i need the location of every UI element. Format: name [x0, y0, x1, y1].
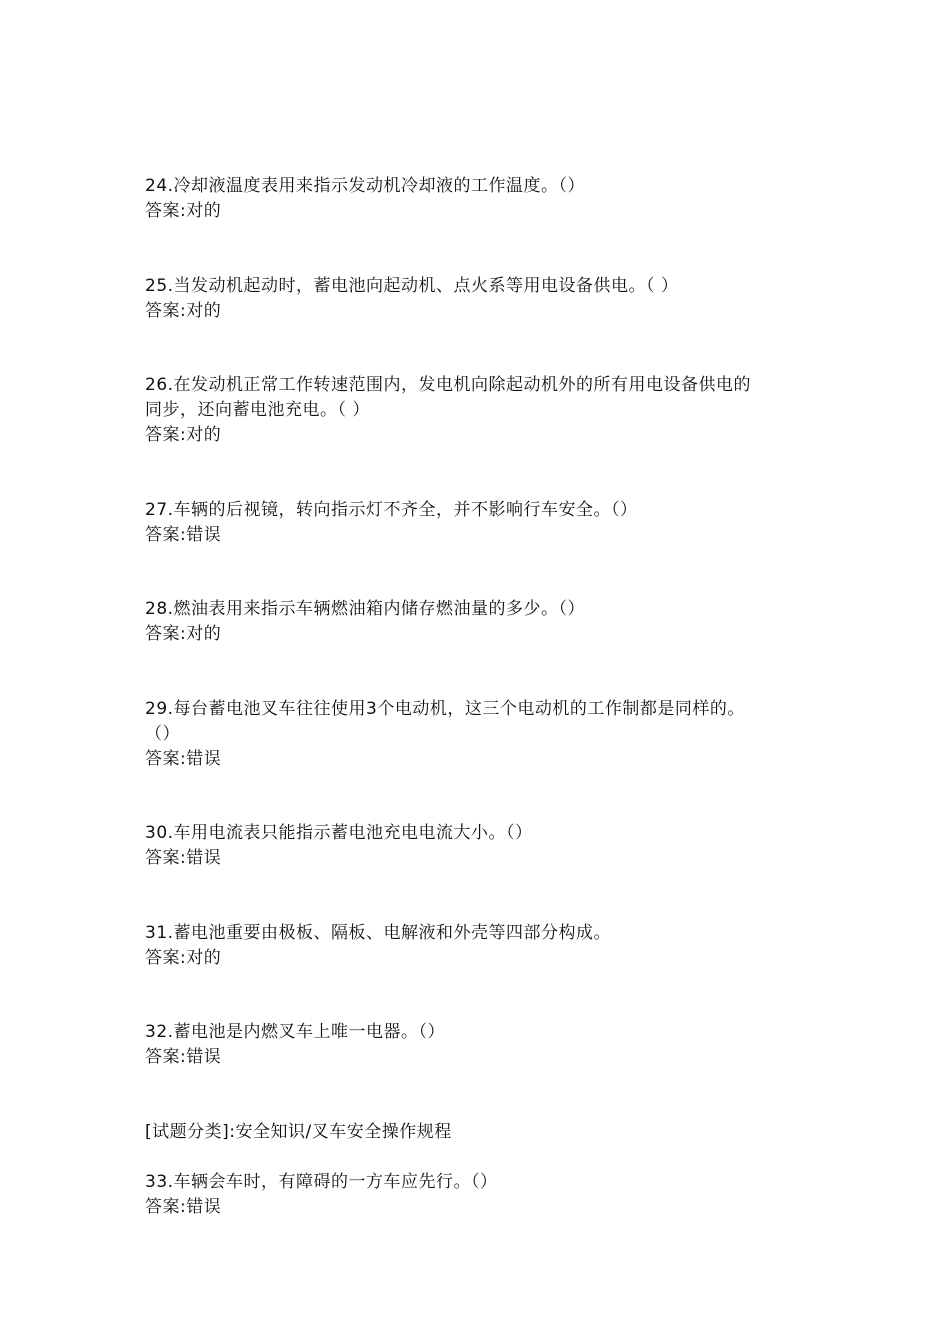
question-31: 31.蓄电池重要由极板、隔板、电解液和外壳等四部分构成。: [145, 923, 612, 943]
question-28: 28.燃油表用来指示车辆燃油箱内储存燃油量的多少。（）: [145, 599, 586, 619]
answer-25: 答案:对的: [145, 301, 222, 321]
category-heading: [试题分类]:安全知识/叉车安全操作规程: [145, 1122, 452, 1142]
question-29-line-1: 29.每台蓄电池叉车往往使用3个电动机，这三个电动机的工作制都是同样的。: [145, 699, 745, 719]
question-27: 27.车辆的后视镜，转向指示灯不齐全，并不影响行车安全。（）: [145, 500, 638, 520]
question-29-line-2: （）: [145, 724, 180, 744]
answer-30: 答案:错误: [145, 848, 222, 868]
answer-24: 答案:对的: [145, 201, 222, 221]
answer-33: 答案:错误: [145, 1197, 222, 1217]
question-30: 30.车用电流表只能指示蓄电池充电电流大小。（）: [145, 823, 533, 843]
answer-29: 答案:错误: [145, 749, 222, 769]
question-33: 33.车辆会车时，有障碍的一方车应先行。（）: [145, 1172, 498, 1192]
answer-26: 答案:对的: [145, 425, 222, 445]
answer-28: 答案:对的: [145, 624, 222, 644]
question-25: 25.当发动机起动时，蓄电池向起动机、点火系等用电设备供电。（ ）: [145, 276, 679, 296]
question-26-line-1: 26.在发动机正常工作转速范围内，发电机向除起动机外的所有用电设备供电的: [145, 375, 752, 395]
question-26-line-2: 同步，还向蓄电池充电。（ ）: [145, 400, 370, 420]
answer-27: 答案:错误: [145, 525, 222, 545]
answer-32: 答案:错误: [145, 1047, 222, 1067]
question-24: 24.冷却液温度表用来指示发动机冷却液的工作温度。（）: [145, 176, 586, 196]
question-32: 32.蓄电池是内燃叉车上唯一电器。（）: [145, 1022, 446, 1042]
answer-31: 答案:对的: [145, 948, 222, 968]
